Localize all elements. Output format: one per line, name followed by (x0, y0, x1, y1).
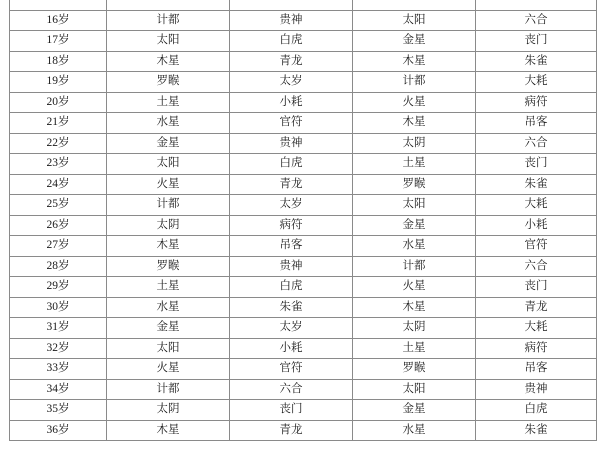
cell-text: 白虎 (279, 280, 303, 292)
table-cell-star (107, 195, 230, 216)
table-cell-star (107, 133, 230, 154)
table-cell-star (476, 0, 597, 10)
table-cell-star (107, 420, 230, 441)
table-row (10, 113, 597, 134)
table-cell-star (353, 133, 476, 154)
table-cell-star (476, 256, 597, 277)
table-cell-star (230, 236, 353, 257)
cell-text: 六合 (524, 136, 548, 149)
table-cell-star (476, 297, 597, 318)
cell-text: 30岁 (46, 300, 70, 313)
cell-text: 水星 (402, 423, 426, 436)
cell-text: 罗睺 (402, 177, 426, 190)
cell-text: 水星 (156, 300, 180, 313)
table-cell-star (107, 0, 230, 10)
table-cell-star (353, 318, 476, 339)
cell-text: 罗睺 (156, 259, 180, 272)
cell-text: 太岁 (279, 75, 303, 87)
table-cell-star (230, 0, 353, 10)
cell-text: 18岁 (46, 54, 70, 67)
cell-text: 木星 (402, 116, 426, 128)
table-row (10, 297, 597, 318)
cell-text: 木星 (156, 423, 180, 436)
cell-text: 20岁 (46, 95, 70, 108)
cell-text: 31岁 (46, 321, 70, 333)
table-cell-star (230, 420, 353, 441)
cell-text: 太岁 (279, 198, 303, 210)
table-cell-star (353, 10, 476, 31)
table-cell-star (230, 113, 353, 134)
cell-text: 24岁 (46, 177, 70, 190)
cell-text: 丧门 (524, 280, 548, 292)
table-cell-age (10, 359, 107, 380)
table-cell-star (230, 154, 353, 175)
table-row (10, 318, 597, 339)
cell-text: 28岁 (46, 259, 70, 272)
cell-text: 病符 (279, 218, 303, 231)
table-row (10, 215, 597, 236)
table-cell-star (476, 72, 597, 93)
table-cell-star (476, 10, 597, 31)
table-cell-star (230, 174, 353, 195)
table-cell-star (230, 277, 353, 298)
cell-text: 大耗 (524, 321, 548, 333)
cell-text: 35岁 (46, 403, 70, 415)
cell-text: 吊客 (524, 116, 548, 128)
cell-text: 计都 (402, 259, 426, 272)
table-cell-star (476, 113, 597, 134)
table-row (10, 256, 597, 277)
table-cell-star (230, 215, 353, 236)
cell-text: 金星 (402, 218, 426, 231)
table-row (10, 154, 597, 175)
table-cell-star (476, 277, 597, 298)
table-row (10, 359, 597, 380)
table-row (10, 420, 597, 441)
table-cell-star (230, 359, 353, 380)
table-cell-star (476, 92, 597, 113)
cell-text: 金星 (402, 403, 426, 415)
cell-text: 病符 (524, 341, 548, 354)
cell-text: 小耗 (279, 95, 303, 108)
table-cell-age (10, 338, 107, 359)
cell-text: 33岁 (46, 362, 70, 374)
cell-text: 贵神 (279, 259, 303, 272)
cell-text: 16岁 (46, 13, 70, 26)
table-cell-age (10, 0, 107, 10)
age-star-table (9, 0, 597, 441)
table-cell-star (230, 31, 353, 52)
cell-text: 水星 (156, 116, 180, 128)
table-cell-age (10, 92, 107, 113)
table-cell-age (10, 318, 107, 339)
table-cell-age (10, 133, 107, 154)
table-cell-star (353, 277, 476, 298)
table-cell-age (10, 72, 107, 93)
cell-text: 土星 (156, 280, 180, 292)
table-cell-star (353, 236, 476, 257)
table-cell-star (107, 31, 230, 52)
table-cell-star (353, 338, 476, 359)
table-cell-star (476, 195, 597, 216)
cell-text: 六合 (279, 382, 303, 395)
cell-text: 吊客 (524, 362, 548, 374)
table-cell-star (107, 400, 230, 421)
table-cell-star (476, 174, 597, 195)
table-row (10, 31, 597, 52)
table-cell-star (230, 133, 353, 154)
cell-text: 36岁 (46, 423, 70, 436)
table-row (10, 92, 597, 113)
cell-text: 计都 (156, 382, 180, 395)
table-cell-star (107, 297, 230, 318)
table-cell-star (353, 215, 476, 236)
cell-text: 17岁 (46, 34, 70, 46)
cell-text: 计都 (156, 198, 180, 210)
cell-text: 丧门 (279, 403, 303, 415)
table-cell-star (476, 359, 597, 380)
table-cell-star (353, 297, 476, 318)
cell-text: 29岁 (46, 280, 70, 292)
cell-text: 23岁 (46, 157, 70, 169)
cell-text: 19岁 (46, 75, 70, 87)
cell-text: 病符 (524, 95, 548, 108)
table-row (10, 338, 597, 359)
table-cell-age (10, 379, 107, 400)
table-cell-star (353, 31, 476, 52)
table-cell-star (353, 256, 476, 277)
table-row (10, 174, 597, 195)
table-cell-star (353, 154, 476, 175)
table-row (10, 236, 597, 257)
cell-text: 土星 (402, 157, 426, 169)
cell-text: 太阳 (402, 198, 426, 210)
cell-text: 土星 (402, 341, 426, 354)
table-cell-star (476, 215, 597, 236)
table-cell-star (107, 72, 230, 93)
table-cell-age (10, 31, 107, 52)
table-cell-star (476, 31, 597, 52)
table-cell-star (107, 277, 230, 298)
table-cell-age (10, 195, 107, 216)
table-cell-star (107, 10, 230, 31)
cell-text: 吊客 (279, 239, 303, 251)
table-cell-star (476, 51, 597, 72)
table-cell-star (476, 236, 597, 257)
cell-text: 官符 (279, 362, 303, 374)
cell-text: 太阴 (156, 403, 180, 415)
cell-text: 朱雀 (524, 423, 548, 436)
cell-text: 太阳 (156, 341, 180, 354)
cell-text: 大耗 (524, 75, 548, 87)
table-cell-star (230, 195, 353, 216)
table-cell-star (353, 92, 476, 113)
cell-text: 青龙 (279, 423, 303, 436)
cell-text: 贵神 (279, 13, 303, 26)
cell-text: 太阳 (402, 13, 426, 26)
table-row (10, 133, 597, 154)
table-cell-star (107, 338, 230, 359)
cell-text: 官符 (524, 239, 548, 251)
table-cell-star (353, 359, 476, 380)
table-row (10, 10, 597, 31)
table-cell-star (353, 0, 476, 10)
cell-text: 太阳 (156, 157, 180, 169)
cell-text: 木星 (156, 54, 180, 67)
table-cell-star (476, 318, 597, 339)
cell-text: 太阴 (402, 321, 426, 333)
table-cell-star (353, 379, 476, 400)
cell-text: 大耗 (524, 198, 548, 210)
cell-text: 朱雀 (279, 300, 303, 313)
cell-text: 火星 (402, 280, 426, 292)
cell-text: 土星 (156, 95, 180, 108)
table-row (10, 195, 597, 216)
cell-text: 金星 (156, 136, 180, 149)
cell-text: 白虎 (524, 403, 548, 415)
table-cell-star (107, 51, 230, 72)
table-cell-star (230, 318, 353, 339)
table-cell-star (107, 256, 230, 277)
table-cell-star (107, 215, 230, 236)
table-cell-star (107, 92, 230, 113)
table-body (10, 0, 597, 441)
cell-text: 丧门 (524, 34, 548, 46)
cell-text: 太阳 (156, 34, 180, 46)
table-cell-star (476, 400, 597, 421)
table-cell-star (107, 154, 230, 175)
table-cell-star (353, 420, 476, 441)
cell-text: 火星 (156, 362, 180, 374)
table-cell-star (353, 51, 476, 72)
table-row (10, 379, 597, 400)
table-cell-age (10, 113, 107, 134)
cell-text: 太阴 (402, 136, 426, 149)
table-cell-star (107, 236, 230, 257)
table-cell-star (353, 400, 476, 421)
cell-text: 27岁 (46, 239, 70, 251)
table-cell-star (230, 297, 353, 318)
table-cell-age (10, 277, 107, 298)
cell-text: 太岁 (279, 321, 303, 333)
table-cell-age (10, 400, 107, 421)
cell-text: 计都 (402, 75, 426, 87)
cell-text: 木星 (402, 54, 426, 67)
table-cell-star (353, 72, 476, 93)
cell-text: 六合 (524, 259, 548, 272)
table-cell-star (230, 338, 353, 359)
table-cell-star (353, 174, 476, 195)
table-cell-star (230, 400, 353, 421)
cell-text: 六合 (524, 13, 548, 26)
cell-text: 朱雀 (524, 177, 548, 190)
cell-text: 白虎 (279, 157, 303, 169)
table-cell-star (353, 195, 476, 216)
table-cell-star (107, 113, 230, 134)
cell-text: 金星 (402, 34, 426, 46)
cell-text: 罗睺 (156, 75, 180, 87)
cell-text: 官符 (279, 116, 303, 128)
cell-text: 白虎 (279, 34, 303, 46)
table-cell-star (230, 72, 353, 93)
table-cell-age (10, 154, 107, 175)
table-cell-star (476, 379, 597, 400)
cell-text: 贵神 (279, 136, 303, 149)
cell-text: 21岁 (46, 116, 70, 128)
cell-text: 太阴 (156, 218, 180, 231)
cell-text: 26岁 (46, 218, 70, 231)
cell-text: 青龙 (279, 177, 303, 190)
table-cell-star (230, 379, 353, 400)
table-cell-star (107, 379, 230, 400)
cell-text: 小耗 (524, 218, 548, 231)
table-cell-age (10, 10, 107, 31)
cell-text: 32岁 (46, 341, 70, 354)
table-cell-star (230, 51, 353, 72)
table-cell-age (10, 420, 107, 441)
table-cell-star (476, 420, 597, 441)
cell-text: 朱雀 (524, 54, 548, 67)
cell-text: 太阳 (402, 382, 426, 395)
table-cell-star (476, 154, 597, 175)
cell-text: 贵神 (524, 382, 548, 395)
table-cell-age (10, 51, 107, 72)
table-cell-age (10, 236, 107, 257)
table-cell-star (476, 133, 597, 154)
table-row (10, 72, 597, 93)
table-cell-age (10, 256, 107, 277)
cell-text: 小耗 (279, 341, 303, 354)
cell-text: 34岁 (46, 382, 70, 395)
cell-text: 青龙 (279, 54, 303, 67)
cell-text: 计都 (156, 13, 180, 26)
table-row (10, 0, 597, 10)
cell-text: 金星 (156, 321, 180, 333)
cell-text: 木星 (402, 300, 426, 313)
table-row (10, 51, 597, 72)
table-row (10, 277, 597, 298)
table-cell-star (107, 359, 230, 380)
table-cell-age (10, 297, 107, 318)
cell-text: 25岁 (46, 198, 70, 210)
table-cell-star (353, 113, 476, 134)
table-cell-age (10, 215, 107, 236)
table-cell-star (230, 92, 353, 113)
table-cell-age (10, 174, 107, 195)
cell-text: 丧门 (524, 157, 548, 169)
cell-text: 罗睺 (402, 362, 426, 374)
cell-text: 火星 (402, 95, 426, 108)
cell-text: 火星 (156, 177, 180, 190)
cell-text: 木星 (156, 239, 180, 251)
table-cell-star (230, 256, 353, 277)
cell-text: 22岁 (46, 136, 70, 149)
table-cell-star (230, 10, 353, 31)
table-cell-star (107, 318, 230, 339)
table-row (10, 400, 597, 421)
cell-text: 水星 (402, 239, 426, 251)
cell-text: 青龙 (524, 300, 548, 313)
table-cell-star (476, 338, 597, 359)
table-cell-star (107, 174, 230, 195)
